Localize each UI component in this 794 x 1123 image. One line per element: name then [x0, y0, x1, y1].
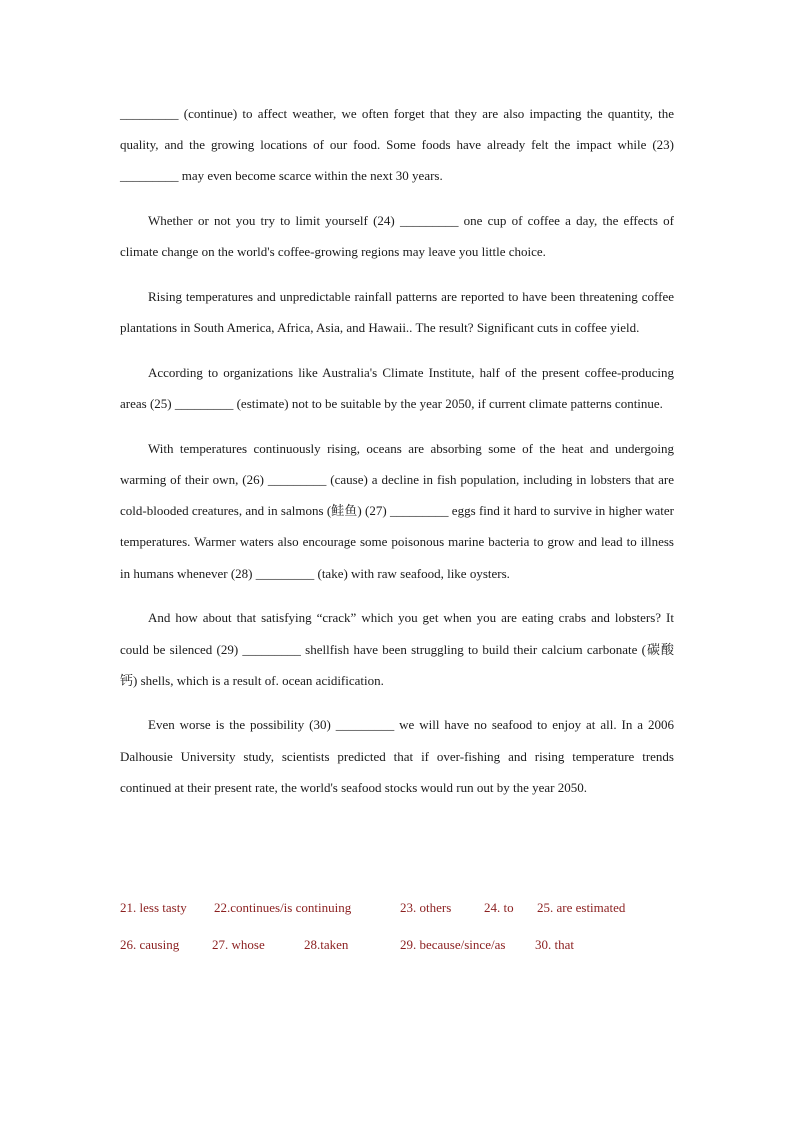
- paragraph-2: Whether or not you try to limit yourself (24) _________ one cup of coffee a day, the effects of climate change on the world's coffee-growing regions may leave you little choice.: [120, 213, 674, 260]
- answer-26: 26. causing: [120, 937, 180, 952]
- paragraph-1: _________ (continue) to affect weather, we often forget that they are also impacting the quantity, the quality, and the growing locations of our food. Some foods have already felt the impact while (23) _________ may even become scarce within the next 30 years.: [120, 106, 674, 184]
- paragraph-7: Even worse is the possibility (30) _________ we will have no seafood to enjoy at all. In a 2006 Dalhousie University study, scientists predicted that if over-fishing and rising temperature trends continued at their present rate, the world's seafood stocks would run out by the year 2050.: [120, 717, 674, 795]
- answer-28: 28.taken: [304, 937, 349, 952]
- paragraph-6: And how about that satisfying “crack” which you get when you are eating crabs and lobsters? It could be silenced (29) _________ shellfish have been struggling to build their calcium carbonate (碳酸钙) shells, which is a result of. ocean acidification.: [120, 610, 674, 688]
- answer-23: 23. others: [400, 900, 452, 915]
- answer-27: 27. whose: [212, 937, 265, 952]
- document-body: [120, 98, 674, 817]
- paragraph-5: With temperatures continuously rising, oceans are absorbing some of the heat and undergoing warming of their own, (26) _________ (cause) a decline in fish population, including in lobsters that are cold-blooded creatures, and in salmons (鲑鱼) (27) _________ eggs find it hard to survive in higher water temperatures. Warmer waters also encourage some poisonous marine bacteria to grow and lead to illness in humans whenever (28) _________ (take) with raw seafood, like oysters.: [120, 440, 674, 581]
- paragraph-3: Rising temperatures and unpredictable rainfall patterns are reported to have been threatening coffee plantations in South America, Africa, Asia, and Hawaii.. The result? Significant cuts in coffee yield.: [120, 289, 674, 336]
- paragraph-4: According to organizations like Australia's Climate Institute, half of the present coffee-producing areas (25) _________ (estimate) not to be suitable by the year 2050, if current climate patterns continue.: [120, 364, 674, 412]
- answer-key: [120, 900, 680, 974]
- answer-22: 22.continues/is continuing: [214, 900, 352, 915]
- answer-21: 21. less tasty: [120, 900, 187, 915]
- answer-30: 30. that: [535, 937, 574, 952]
- answer-25: 25. are estimated: [537, 900, 626, 915]
- answer-29: 29. because/since/as: [400, 937, 506, 952]
- answer-row-2: [120, 937, 680, 974]
- answer-row-1: [120, 900, 680, 937]
- answer-24: 24. to: [484, 900, 514, 915]
